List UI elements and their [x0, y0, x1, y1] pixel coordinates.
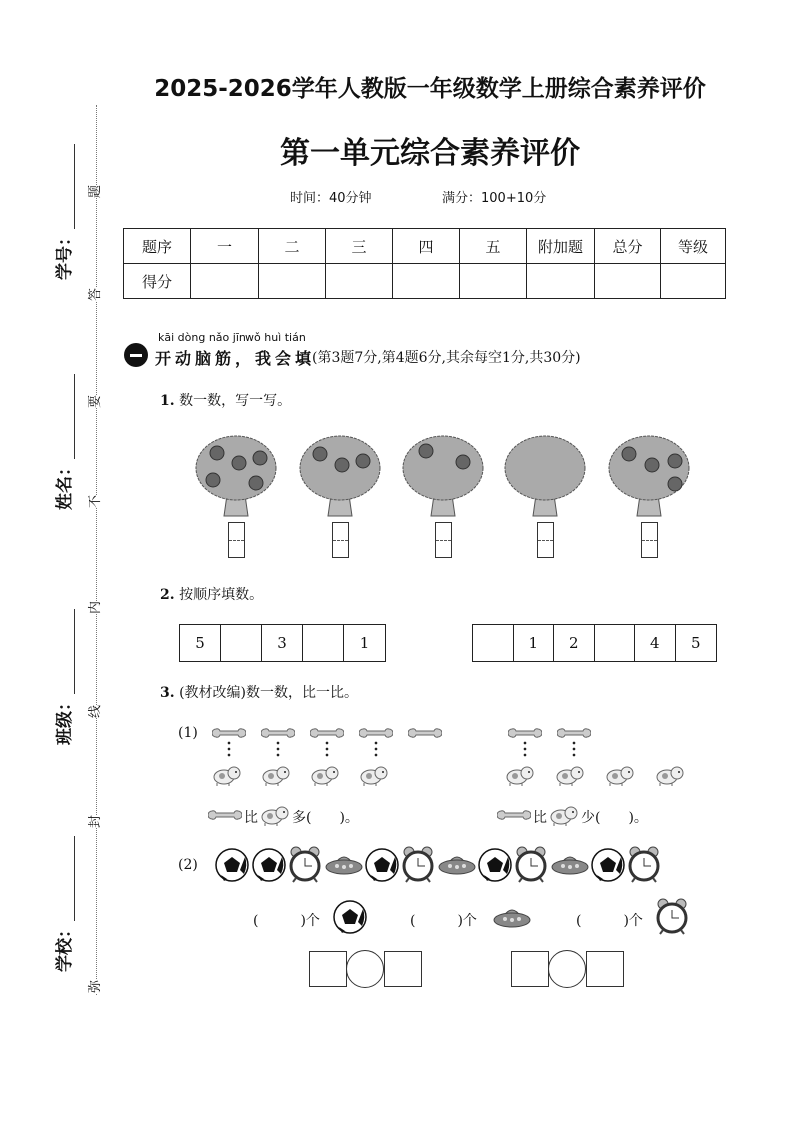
dog-icon: [212, 763, 242, 791]
apple-tree-image: [503, 430, 587, 520]
apple: [313, 447, 327, 461]
sequence-right: [472, 624, 717, 662]
apple-tree-image: [607, 430, 691, 520]
count-answer-box[interactable]: [435, 522, 452, 558]
dog-icon: [310, 763, 340, 791]
apple: [253, 451, 267, 465]
apple-tree-image: [298, 430, 382, 520]
q1-text: 数一数，写一写。: [179, 393, 292, 409]
seal-char: 弥: [82, 980, 105, 993]
sequence-blank[interactable]: [473, 625, 514, 661]
apple: [210, 446, 224, 460]
name-label: 姓名：: [55, 459, 75, 510]
apple: [645, 458, 659, 472]
answer-circle[interactable]: [548, 950, 586, 988]
ball-icon: [215, 848, 249, 886]
clock-icon: [627, 845, 661, 887]
apple: [622, 447, 636, 461]
ball-icon: [365, 848, 399, 886]
sequence-number: 1: [514, 625, 555, 661]
sequence-number: 5: [180, 625, 221, 661]
table-header-cell: 等级: [661, 229, 726, 264]
clock-icon: [655, 897, 689, 939]
ufo-icon: [438, 852, 476, 882]
count-answer-box[interactable]: [228, 522, 245, 558]
seal-line: [96, 105, 97, 995]
seal-char: 要: [82, 395, 105, 408]
score-cell[interactable]: [527, 264, 595, 299]
sequence-blank[interactable]: [595, 625, 636, 661]
pinyin-1: kāi dòng nǎo jīn: [158, 331, 246, 344]
clock-icon: [401, 845, 435, 887]
ball-icon: [591, 848, 625, 886]
answer-square[interactable]: [384, 951, 422, 987]
q2-prompt: [160, 584, 263, 604]
dog-icon: [261, 763, 291, 791]
match-dots: [227, 740, 231, 758]
seal-char: 不: [82, 495, 105, 508]
clock-icon: [288, 845, 322, 887]
apple-tree-image: [401, 430, 485, 520]
table-header-cell: 五: [460, 229, 527, 264]
answer-square[interactable]: [511, 951, 549, 987]
pinyin-2: wǒ huì tián: [245, 331, 306, 344]
dog-icon: [655, 763, 685, 791]
q3-part1-label: (1): [178, 725, 198, 741]
count-blank[interactable]: ( )个: [410, 913, 477, 929]
compare-word: 比: [244, 810, 258, 826]
apple: [249, 476, 263, 490]
seal-char: 封: [82, 815, 105, 828]
score-table: [123, 228, 726, 299]
table-header-cell: 二: [259, 229, 326, 264]
table-header-cell: 四: [393, 229, 460, 264]
match-dots: [374, 740, 378, 758]
dog-icon: [605, 763, 635, 791]
answer-square[interactable]: [586, 951, 624, 987]
dog-icon: [260, 803, 290, 831]
dog-icon: [549, 803, 579, 831]
name-field[interactable]: [50, 374, 75, 510]
dog-icon: [505, 763, 535, 791]
sequence-number: 3: [262, 625, 303, 661]
paper-title: 2025-2026学年人教版一年级数学上册综合素养评价: [154, 76, 706, 102]
section-scoring-note: 。(第3题7分,第4题6分,其余每空1分,共30分): [298, 350, 581, 366]
count-answer-box[interactable]: [641, 522, 658, 558]
table-header-cell: 附加题: [527, 229, 595, 264]
q1-number: 1.: [160, 393, 175, 409]
apple: [668, 477, 682, 491]
ball-icon: [478, 848, 512, 886]
answer-square[interactable]: [309, 951, 347, 987]
student-no-label: 学号：: [55, 229, 75, 280]
match-dots: [572, 740, 576, 758]
ball-icon: [252, 848, 286, 886]
sequence-left: [179, 624, 386, 662]
dog-icon: [555, 763, 585, 791]
q3-prompt: [160, 682, 358, 702]
class-label: 班级：: [55, 694, 75, 745]
score-cell[interactable]: [326, 264, 393, 299]
ufo-icon: [493, 905, 531, 935]
time-limit: 时间：40分钟: [290, 191, 372, 206]
apple: [356, 454, 370, 468]
answer-blank[interactable]: 少( )。: [581, 810, 648, 826]
score-cell[interactable]: [661, 264, 726, 299]
table-header-cell: 一: [191, 229, 259, 264]
match-dots: [276, 740, 280, 758]
apple: [668, 454, 682, 468]
score-cell[interactable]: [460, 264, 527, 299]
clock-icon: [514, 845, 548, 887]
school-label: 学校：: [55, 921, 75, 972]
count-answer-box[interactable]: [537, 522, 554, 558]
sequence-number: 5: [690, 634, 701, 652]
bone-icon: [497, 809, 531, 825]
section-number-icon: [124, 343, 148, 367]
q1-prompt: [160, 390, 291, 410]
table-row-label: 得分: [124, 264, 191, 299]
seal-char: 内: [82, 601, 105, 614]
bone-icon: [408, 724, 442, 743]
q3-part2-label: (2): [178, 857, 198, 873]
full-marks: 满分：100+10分: [442, 191, 547, 206]
score-cell[interactable]: [595, 264, 661, 299]
match-dots: [523, 740, 527, 758]
section-title: 开动脑筋，我会填: [155, 349, 316, 368]
count-blank[interactable]: ( )个: [253, 913, 320, 929]
sequence-number: 2: [554, 625, 595, 661]
apple: [232, 456, 246, 470]
ufo-icon: [551, 852, 589, 882]
compare-word: 比: [533, 810, 547, 826]
apple: [206, 473, 220, 487]
bone-icon: [208, 809, 242, 825]
sequence-blank[interactable]: [221, 625, 262, 661]
sequence-number: 4: [635, 625, 676, 661]
q2-number: 2.: [160, 587, 175, 603]
seal-char: 线: [82, 705, 105, 718]
sequence-number: 1: [359, 634, 370, 652]
table-header-cell: 题序: [124, 229, 191, 264]
dog-icon: [359, 763, 389, 791]
q2-text: 按顺序填数。: [179, 587, 264, 603]
table-header-cell: 三: [326, 229, 393, 264]
apple: [456, 455, 470, 469]
score-cell[interactable]: [259, 264, 326, 299]
student-no-field[interactable]: [50, 144, 75, 280]
answer-circle[interactable]: [346, 950, 384, 988]
q3-text: (教材改编)数一数，比一比。: [179, 685, 359, 701]
class-field[interactable]: [50, 609, 75, 745]
count-blank[interactable]: ( )个: [576, 913, 643, 929]
apple: [419, 444, 433, 458]
match-dots: [325, 740, 329, 758]
ball-icon: [333, 900, 367, 938]
apple-tree-image: [194, 430, 278, 520]
sequence-blank[interactable]: [303, 625, 344, 661]
seal-char: 题: [82, 185, 105, 198]
score-cell[interactable]: [393, 264, 460, 299]
answer-blank[interactable]: 多( )。: [292, 810, 359, 826]
unit-title: 第一单元综合素养评价: [280, 136, 580, 171]
apple: [335, 458, 349, 472]
table-header-cell: 总分: [595, 229, 661, 264]
ufo-icon: [325, 852, 363, 882]
count-answer-box[interactable]: [332, 522, 349, 558]
score-cell[interactable]: [191, 264, 259, 299]
compare-more: [208, 803, 359, 831]
seal-char: 答: [82, 288, 105, 301]
q3-number: 3.: [160, 685, 175, 701]
school-field[interactable]: [50, 836, 75, 972]
compare-less: [497, 803, 648, 831]
